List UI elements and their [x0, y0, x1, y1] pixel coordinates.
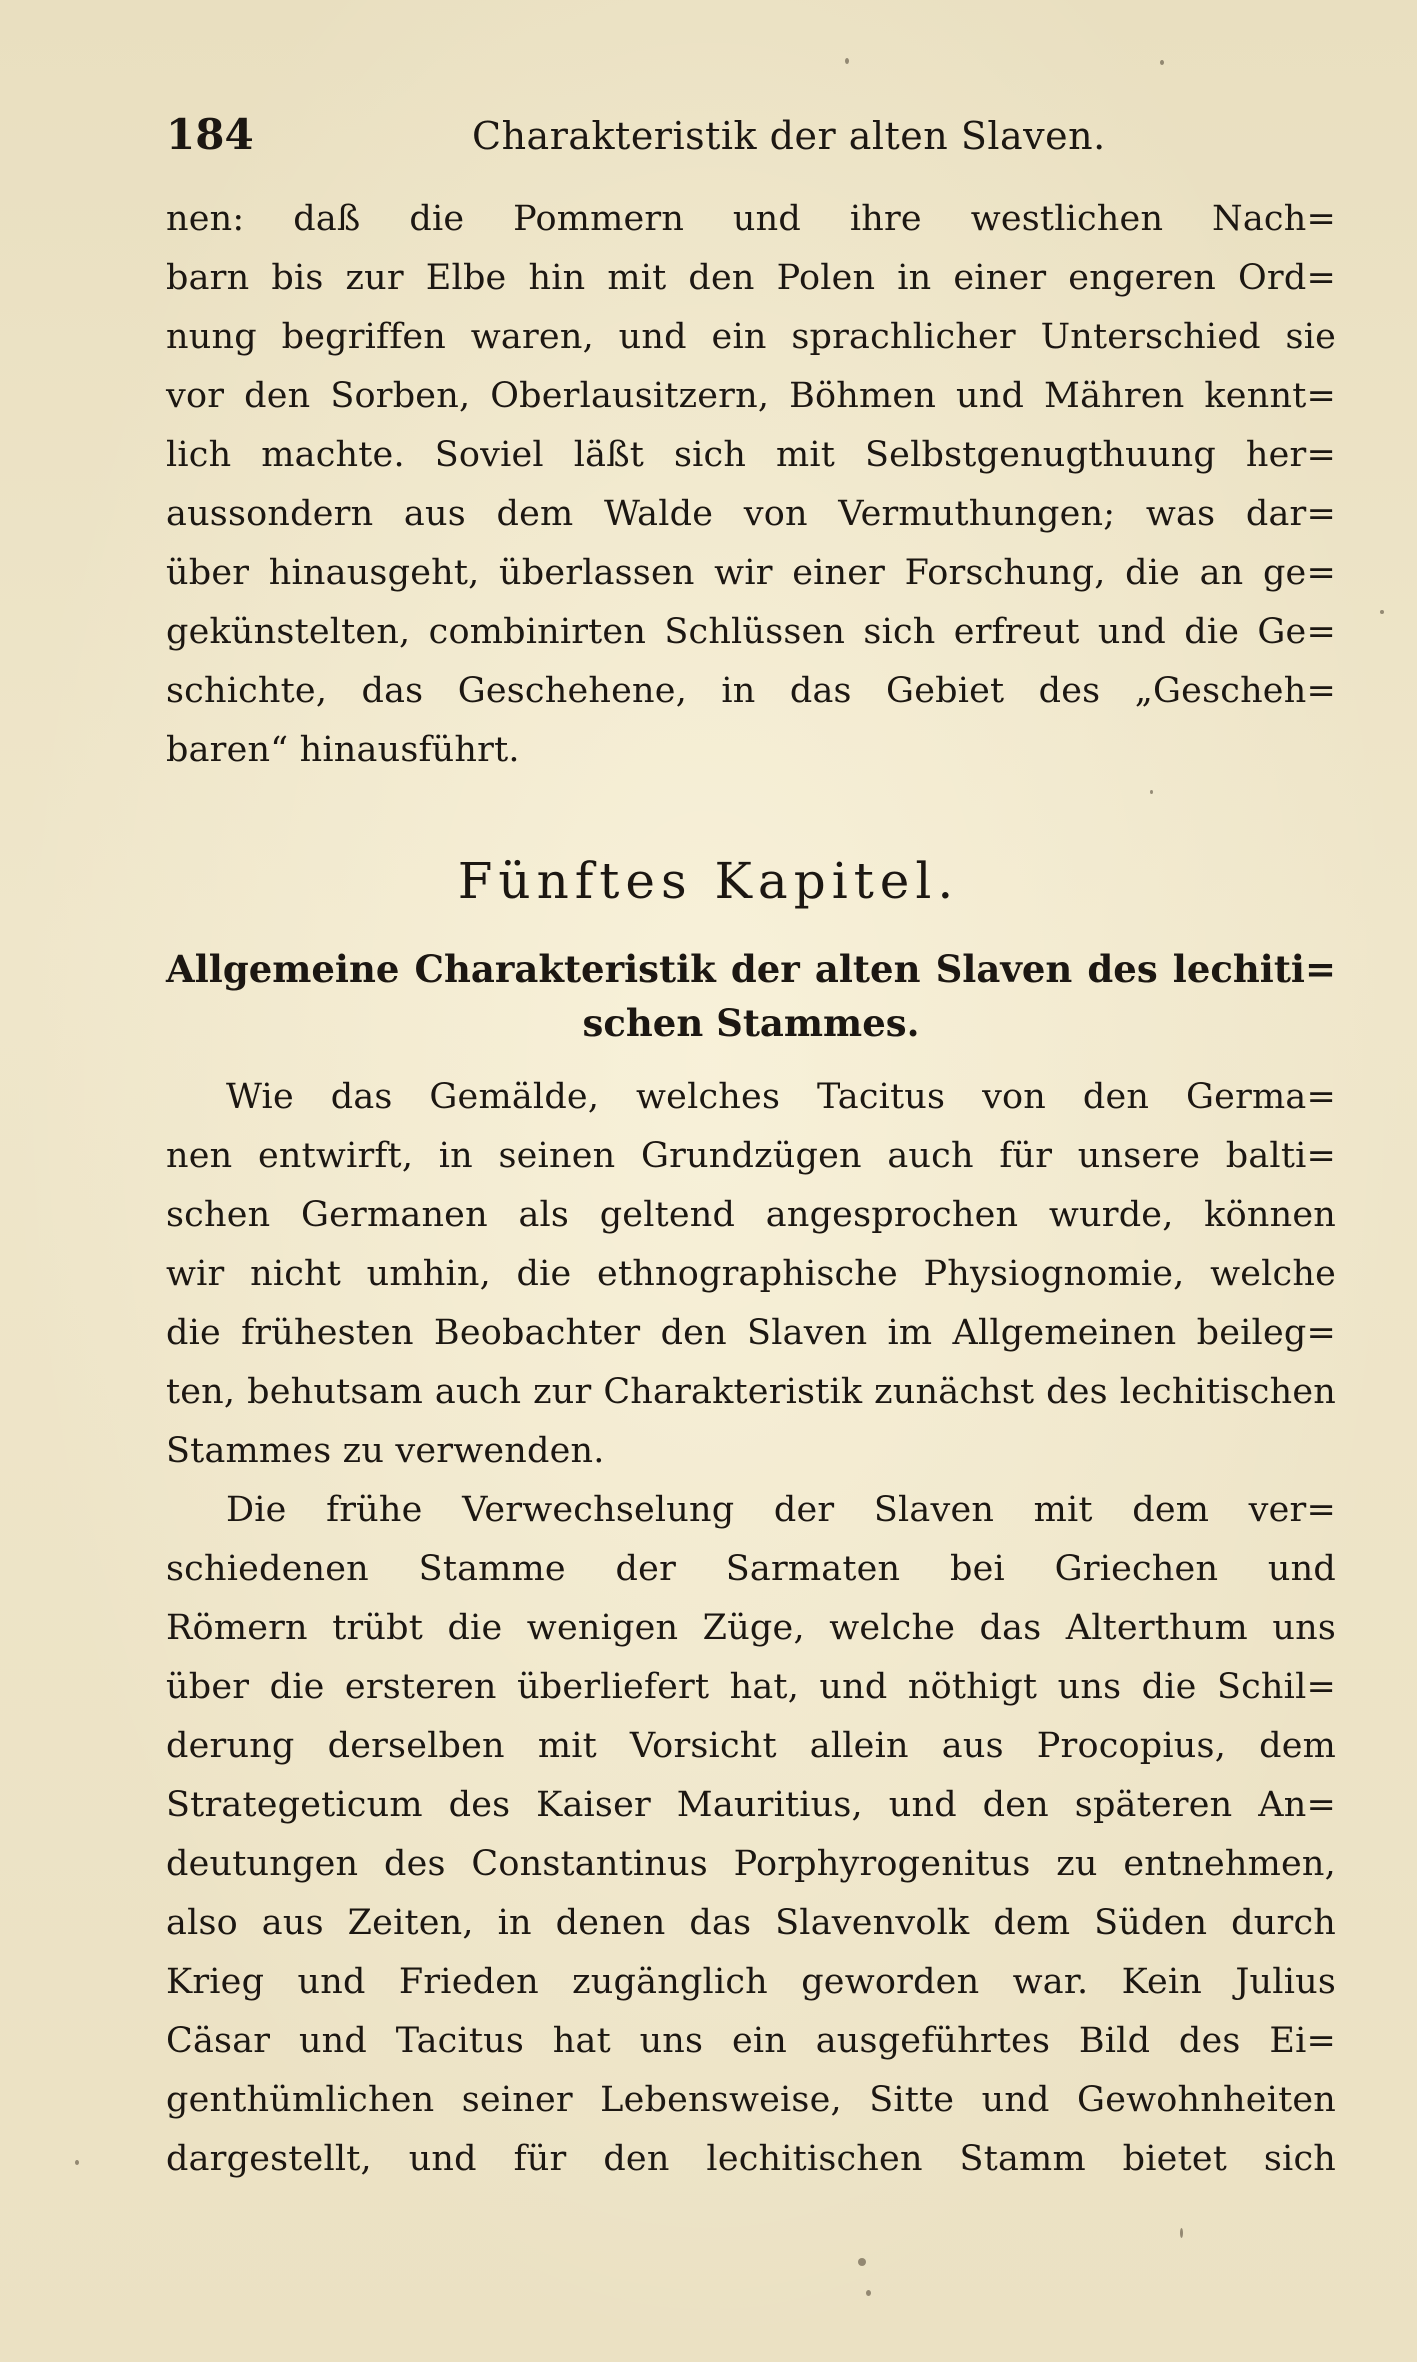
page-number: 184	[166, 110, 254, 159]
text-line: lich machte. Soviel läßt sich mit Selbstgenugthuung her=	[166, 435, 1336, 475]
text-line: schiedenen Stamme der Sarmaten bei Griechen und	[166, 1549, 1336, 1589]
text-line: gekünstelten, combinirten Schlüssen sich erfreut und die Ge=	[166, 612, 1336, 652]
text-line: also aus Zeiten, in denen das Slavenvolk dem Süden durch	[166, 1903, 1336, 1943]
text-line: dargestellt, und für den lechitischen Stamm bietet sich	[166, 2139, 1336, 2179]
paper-speck	[75, 2160, 79, 2165]
text-line: derung derselben mit Vorsicht allein aus Procopius, dem	[166, 1726, 1336, 1766]
running-title: Charakteristik der alten Slaven.	[472, 114, 1106, 158]
text-line: Die frühe Verwechselung der Slaven mit dem ver=	[226, 1490, 1336, 1530]
text-line: barn bis zur Elbe hin mit den Polen in einer engeren Ord=	[166, 258, 1336, 298]
text-line: über die ersteren überliefert hat, und nöthigt uns die Schil=	[166, 1667, 1336, 1707]
text-line: vor den Sorben, Oberlausitzern, Böhmen und Mähren kennt=	[166, 376, 1336, 416]
paper-speck	[858, 2258, 866, 2266]
paper-speck	[1380, 610, 1384, 614]
paragraph	[166, 1068, 1336, 1481]
paper-speck	[1150, 790, 1153, 794]
chapter-heading: Fünftes Kapitel.	[457, 852, 960, 910]
paragraph	[166, 1481, 1336, 2189]
text-line: die frühesten Beobachter den Slaven im Allgemeinen beileg=	[166, 1313, 1336, 1353]
paper-speck	[1160, 60, 1164, 65]
paper-speck	[845, 58, 849, 64]
subtitle-line: Allgemeine Charakteristik der alten Slaven des lechiti=	[166, 947, 1336, 991]
text-line: genthümlichen seiner Lebensweise, Sitte und Gewohnheiten	[166, 2080, 1336, 2120]
text-line: nen entwirft, in seinen Grundzügen auch für unsere balti=	[166, 1136, 1336, 1176]
text-line: nen: daß die Pommern und ihre westlichen Nach=	[166, 199, 1336, 239]
text-line: aussondern aus dem Walde von Vermuthungen; was dar=	[166, 494, 1336, 534]
text-line: schichte, das Geschehene, in das Gebiet des „Gescheh=	[166, 671, 1336, 711]
text-line: Römern trübt die wenigen Züge, welche das Alterthum uns	[166, 1608, 1336, 1648]
text-line: wir nicht umhin, die ethnographische Physiognomie, welche	[166, 1254, 1336, 1294]
paper-speck	[866, 2290, 871, 2296]
text-line: schen Germanen als geltend angesprochen wurde, können	[166, 1195, 1336, 1235]
text-line: deutungen des Constantinus Porphyrogenitus zu entnehmen,	[166, 1844, 1336, 1884]
text-line: Strategeticum des Kaiser Mauritius, und den späteren An=	[166, 1785, 1336, 1825]
text-line: Krieg und Frieden zugänglich geworden war. Kein Julius	[166, 1962, 1336, 2002]
text-line: Cäsar und Tacitus hat uns ein ausgeführtes Bild des Ei=	[166, 2021, 1336, 2061]
top-paragraph	[166, 190, 1336, 780]
text-line: Wie das Gemälde, welches Tacitus von den Germa=	[226, 1077, 1336, 1117]
text-line: baren“ hinausführt.	[166, 730, 520, 770]
text-line: Stammes zu verwenden.	[166, 1431, 605, 1471]
subtitle-line: schen Stammes.	[582, 1001, 920, 1045]
page-header	[166, 110, 1336, 170]
chapter-subtitle	[166, 942, 1336, 1050]
paper-speck	[1180, 2228, 1183, 2238]
text-line: nung begriffen waren, und ein sprachlicher Unterschied sie	[166, 317, 1336, 357]
text-line: ten, behutsam auch zur Charakteristik zunächst des lechitischen	[166, 1372, 1336, 1412]
text-line: über hinausgeht, überlassen wir einer Forschung, die an ge=	[166, 553, 1336, 593]
